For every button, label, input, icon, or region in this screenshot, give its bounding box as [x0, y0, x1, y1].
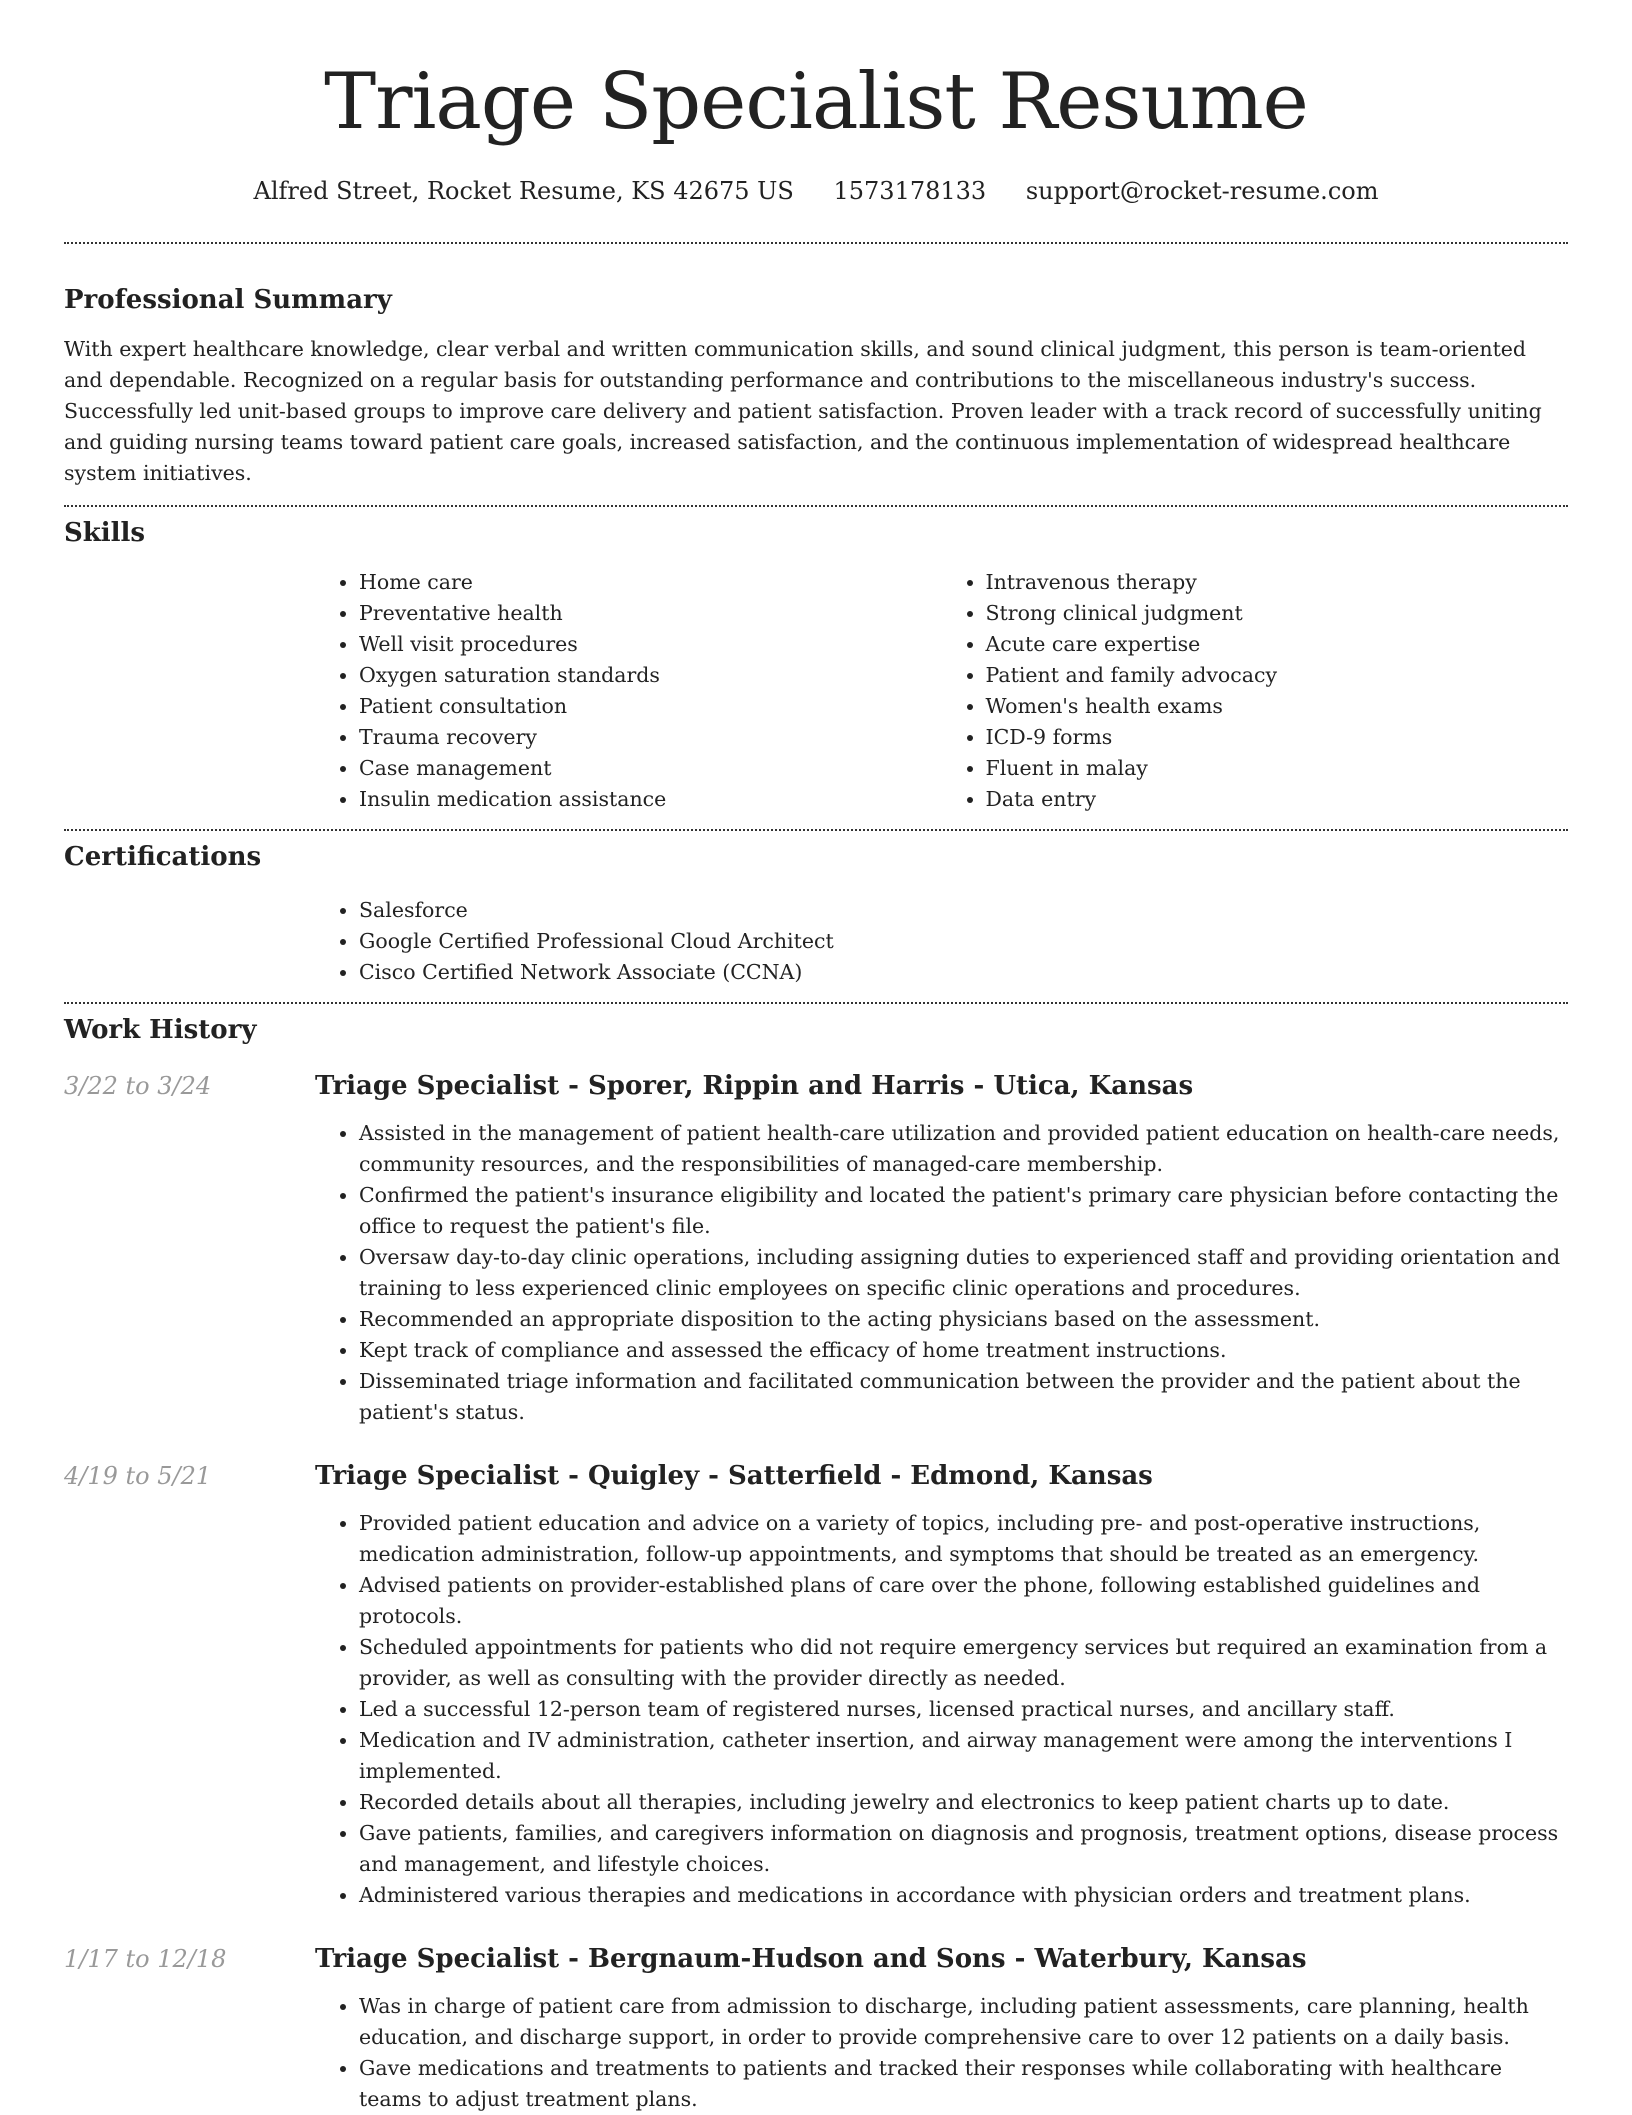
contact-phone: 1573178133 [833, 177, 987, 205]
job-bullet: • Recommended an appropriate disposition to the acting physicians based on the assessment. [359, 1304, 1568, 1335]
job-entry [64, 1070, 1568, 1428]
job-bullet: • Administered various therapies and medications in accordance with physician orders and treatment plans. [359, 1880, 1568, 1911]
job-dates: 3/22 to 3/24 [64, 1072, 212, 1100]
job-bullet: • Provided patient education and advice on a variety of topics, including pre- and post-operative instructions, medication administration, follow-up appointments, and symptoms that should be treated as an emergency. [359, 1508, 1568, 1570]
job-entry [64, 1460, 1568, 1911]
job-bullet: • Gave medications and treatments to patients and tracked their responses while collaborating with healthcare teams to adjust treatment plans. [359, 2053, 1568, 2115]
skill-item: • Acute care expertise [986, 629, 1569, 660]
skill-item: • Well visit procedures [359, 629, 942, 660]
job-bullet: • Scheduled appointments for patients who did not require emergency services but required an examination from a provider, as well as consulting with the provider directly as needed. [359, 1632, 1568, 1694]
job-details [315, 1943, 1568, 2115]
job-bullet: • Gave patients, families, and caregivers information on diagnosis and prognosis, treatment options, disease process and management, and lifestyle choices. [359, 1818, 1568, 1880]
divider [64, 1002, 1568, 1004]
work-history-heading: Work History [64, 1015, 257, 1045]
skill-item: • Data entry [986, 784, 1569, 815]
divider [64, 242, 1568, 244]
resume-page [64, 0, 1568, 2115]
job-bullets [315, 1118, 1568, 1428]
contact-line [64, 176, 1568, 206]
job-bullet: • Oversaw day-to-day clinic operations, including assigning duties to experienced staff and providing orientation and training to less experienced clinic employees on specific clinic operations and procedures. [359, 1242, 1568, 1304]
skill-item: • Trauma recovery [359, 722, 942, 753]
skill-item: • Intravenous therapy [986, 567, 1569, 598]
certification-item: • Google Certified Professional Cloud Architect [359, 926, 1568, 957]
skill-item: • Women's health exams [986, 691, 1569, 722]
job-dates: 4/19 to 5/21 [64, 1462, 212, 1490]
job-bullet: • Disseminated triage information and facilitated communication between the provider and the patient about the patient's status. [359, 1366, 1568, 1428]
job-bullet: • Recorded details about all therapies, including jewelry and electronics to keep patient charts up to date. [359, 1787, 1568, 1818]
job-details [315, 1460, 1568, 1911]
skill-item: • Strong clinical judgment [986, 598, 1569, 629]
divider [64, 505, 1568, 507]
job-bullets [315, 1991, 1568, 2115]
summary-heading: Professional Summary [64, 285, 392, 315]
skill-item: • Patient and family advocacy [986, 660, 1569, 691]
skills-column-left [315, 567, 942, 815]
skill-item: • ICD-9 forms [986, 722, 1569, 753]
certifications-heading: Certifications [64, 842, 262, 872]
skills-column-right [942, 567, 1569, 815]
job-bullet: • Kept track of compliance and assessed the efficacy of home treatment instructions. [359, 1335, 1568, 1366]
job-bullets [315, 1508, 1568, 1911]
job-bullet: • Was in charge of patient care from admission to discharge, including patient assessments, care planning, health education, and discharge support, in order to provide comprehensive care to over 12 patients on a daily basis. [359, 1991, 1568, 2053]
job-details [315, 1070, 1568, 1428]
skill-item: • Fluent in malay [986, 753, 1569, 784]
job-bullet: • Advised patients on provider-established plans of care over the phone, following established guidelines and protocols. [359, 1570, 1568, 1632]
job-title: Triage Specialist - Sporer, Rippin and Harris - Utica, Kansas [315, 1071, 1194, 1101]
skill-item: • Preventative health [359, 598, 942, 629]
contact-address: Alfred Street, Rocket Resume, KS 42675 US [253, 177, 794, 205]
contact-email: support@rocket-resume.com [1025, 177, 1379, 205]
certification-item: • Cisco Certified Network Associate (CCNA) [359, 957, 1568, 988]
summary-text: With expert healthcare knowledge, clear verbal and written communication skills, and sound clinical judgment, this person is team-oriented and dependable. Recognized on a regular basis for outstanding performance and contributions to the miscellaneous industry's success. Successfully led unit-based groups to improve care delivery and patient satisfaction. Proven leader with a track record of successfully uniting and guiding nursing teams toward patient care goals, increased satisfaction, and the continuous implementation of widespread healthcare system initiatives. [64, 337, 1542, 485]
job-dates: 1/17 to 12/18 [64, 1945, 227, 1973]
skill-item: • Insulin medication assistance [359, 784, 942, 815]
job-bullet: • Assisted in the management of patient health-care utilization and provided patient education on health-care needs, community resources, and the responsibilities of managed-care membership. [359, 1118, 1568, 1180]
job-entry [64, 1943, 1568, 2115]
certification-item: • Salesforce [359, 895, 1568, 926]
job-title: Triage Specialist - Bergnaum-Hudson and Sons - Waterbury, Kansas [315, 1944, 1307, 1974]
job-title: Triage Specialist - Quigley - Satterfield - Edmond, Kansas [315, 1461, 1153, 1491]
skill-item: • Oxygen saturation standards [359, 660, 942, 691]
skills-list [315, 567, 1568, 815]
job-bullet: • Medication and IV administration, catheter insertion, and airway management were among the interventions I implemented. [359, 1725, 1568, 1787]
job-bullet: • Led a successful 12-person team of registered nurses, licensed practical nurses, and ancillary staff. [359, 1694, 1568, 1725]
skill-item: • Patient consultation [359, 691, 942, 722]
skill-item: • Home care [359, 567, 942, 598]
certifications-list [315, 895, 1568, 988]
skill-item: • Case management [359, 753, 942, 784]
resume-title: Triage Specialist Resume [324, 57, 1308, 147]
skills-heading: Skills [64, 518, 146, 548]
job-bullet: • Confirmed the patient's insurance eligibility and located the patient's primary care physician before contacting the office to request the patient's file. [359, 1180, 1568, 1242]
divider [64, 829, 1568, 831]
